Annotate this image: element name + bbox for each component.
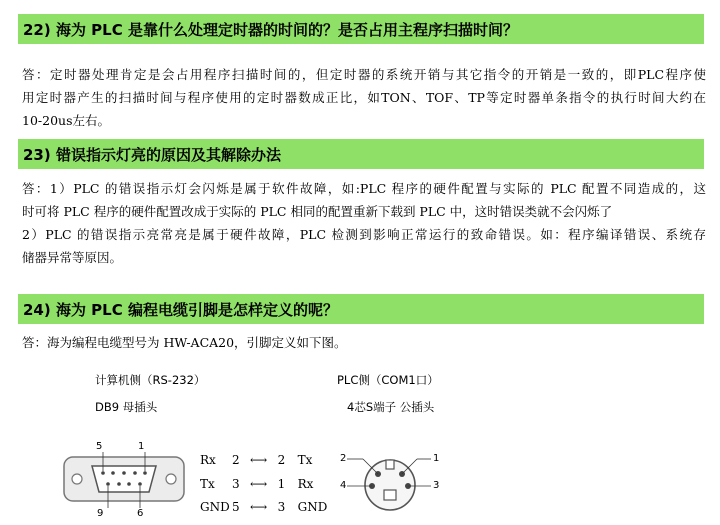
mapping-from-pin: 5 [232,500,240,514]
db9-connector-icon [62,452,187,508]
db9-pin-label: 1 [138,441,145,452]
answer-line: 时可将 PLC 程序的硬件配置改成于实际的 PLC 相同的配置重新下载到 PLC 中，这时错误类就不会闪烁了 [22,204,613,219]
mapping-left-signal: Tx [200,477,215,491]
s-terminal-label: 4芯S端子 公插头 [347,400,435,414]
bidirectional-arrow-icon: ⟷ [250,477,268,491]
mapping-right-signal: Tx [297,453,313,467]
answer-line: 10-20us左右。 [22,113,111,128]
db9-pin-label: 5 [96,441,103,452]
bidirectional-arrow-icon: ⟷ [250,500,268,514]
answer-line: 用定时器产生的扫描时间与程序使用的定时器数成正比，如TON、TOF、TP等定时器单条指令的执行时间大约在 [22,90,706,105]
mapping-to-pin: 1 [277,477,286,491]
mapping-from-pin: 3 [232,477,240,491]
section-23-answer [22,177,706,269]
section-22-heading: 22) 海为 PLC 是靠什么处理定时器的时间的？是否占用主程序扫描时间？ [23,21,518,39]
mapping-right-signal: GND [297,500,328,514]
db9-pin-label: 9 [97,508,104,519]
answer-line: 答：海为编程电缆型号为 HW-ACA20，引脚定义如下图。 [22,335,347,350]
answer-line: 2）PLC 的错误指示亮常亮是属于硬件故障，PLC 检测到影响正常运行的致命错误。如：程序编译错误、系统存 [22,227,706,242]
bidirectional-arrow-icon: ⟷ [250,453,268,467]
section-24-answer [22,331,706,354]
s-terminal-pin-label: 2 [340,453,347,464]
answer-line: 答：1）PLC 的错误指示灯会闪烁是属于软件故障，如:PLC 程序的硬件配置与实际的 PLC 配置不同造成的，这 [22,181,706,196]
section-22-answer [22,63,706,132]
mapping-left-signal: Rx [200,453,216,467]
answer-line: 答：定时器处理肯定是会占用程序扫描时间的，但定时器的系统开销与其它指令的开销是一致的，即PLC程序使 [22,67,706,82]
s-terminal-pin-label: 1 [433,453,440,464]
mapping-left-signal: GND [200,500,230,514]
section-24-heading-bar [18,294,704,324]
pin-mapping-row [200,500,327,514]
section-23-heading-bar [18,139,704,169]
db9-female-label: DB9 母插头 [95,400,158,414]
section-22-heading-bar [18,14,704,44]
section-24-heading: 24) 海为 PLC 编程电缆引脚是怎样定义的呢？ [23,301,338,319]
s-terminal-connector-icon [335,446,445,524]
section-23-heading: 23) 错误指示灯亮的原因及其解除办法 [23,146,281,164]
s-terminal-pin-label: 3 [433,480,440,491]
pin-mapping-row [200,453,312,467]
mapping-right-signal: Rx [297,477,314,491]
computer-side-title: 计算机侧（RS-232） [95,373,206,387]
plc-side-title: PLC侧（COM1口） [337,373,439,387]
mapping-to-pin: 3 [277,500,286,514]
mapping-from-pin: 2 [232,453,240,467]
answer-line: 储器异常等原因。 [22,250,123,265]
s-terminal-pin-label: 4 [340,480,347,491]
db9-pin-label: 6 [137,508,144,519]
pin-mapping-row [200,477,313,491]
mapping-to-pin: 2 [277,453,286,467]
